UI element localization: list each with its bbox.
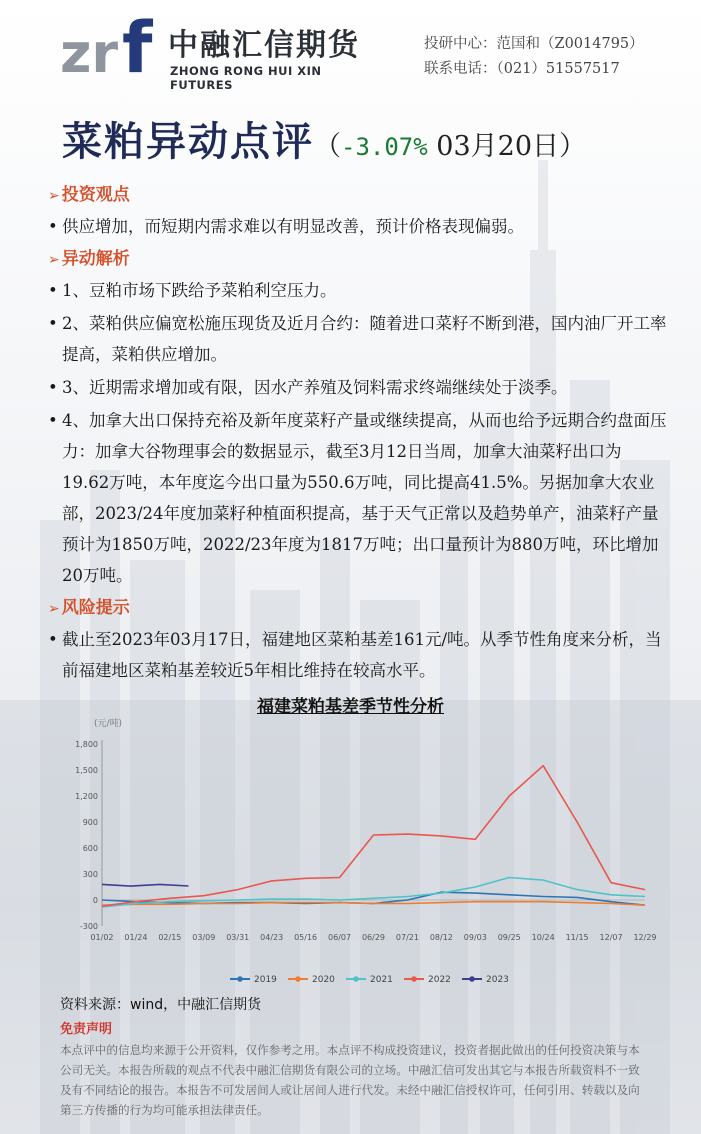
y-axis-unit: (元/吨): [94, 719, 123, 729]
y-tick-label: 600: [82, 844, 98, 853]
arrow-icon: ➢: [48, 252, 60, 268]
title-open: （: [314, 131, 341, 162]
basis-seasonal-chart: [60, 712, 660, 997]
x-tick-label: 11/15: [565, 933, 589, 942]
chart-title: 福建菜粕基差季节性分析: [257, 697, 444, 717]
legend-marker-2020: [295, 976, 301, 982]
y-tick-label: 1,500: [75, 766, 98, 775]
zrf-logo-icon: [60, 10, 170, 82]
section-risk: ➢ 风险提示: [48, 598, 130, 618]
x-tick-label: 04/23: [260, 933, 284, 942]
legend-label-2023: 2023: [486, 975, 509, 985]
analysis-item-2: • 2、菜粕供应偏宽松施压现货及近月合约：随着进口菜籽不断到港，国内油厂开工率提高，菜粕供应增加。: [48, 308, 668, 370]
x-tick-label: 01/02: [90, 933, 114, 942]
analysis-item-1: • 1、豆粕市场下跌给予菜粕利空压力。: [48, 275, 668, 306]
y-tick-label: -300: [79, 922, 98, 931]
report-body: [48, 180, 668, 688]
x-tick-label: 07/21: [395, 933, 419, 942]
x-tick-label: 08/12: [429, 933, 453, 942]
report-date: 03月20日: [427, 131, 559, 162]
y-tick-label: 300: [82, 870, 98, 879]
logo-english-name: ZHONG RONG HUI XIN FUTURES: [170, 64, 322, 92]
legend-marker-2021: [353, 976, 359, 982]
x-tick-label: 03/09: [192, 933, 216, 942]
phone-contact: 联系电话：（021）51557517: [424, 61, 620, 77]
analysis-item-3: • 3、近期需求增加或有限，因水产养殖及饲料需求终端继续处于淡季。: [48, 372, 668, 403]
x-tick-label: 02/15: [158, 933, 182, 942]
disclaimer-heading: 免责声明: [60, 1022, 113, 1037]
x-tick-label: 09/03: [463, 933, 487, 942]
disclaimer-text: 本点评中的信息均来源于公开资料，仅作参考之用。本点评不构成投资建议，投资者据此做出的任何投资决策与本公司无关。本报告所载的观点不代表中融汇信期货有限公司的立场。中融汇信可发出其它与本报告所载资料不一致及有不同结论的报告。本报告不可发居间人或让居间人进行代发。未经中融汇信授权许可，任何引用、转载以及向第三方传播的行为均可能承担法律责任。: [60, 1043, 640, 1117]
company-logo: [60, 10, 380, 92]
legend-label-2020: 2020: [312, 975, 335, 985]
y-tick-label: 0: [92, 896, 98, 905]
x-tick-label: 09/25: [497, 933, 521, 942]
svg-text:zr: zr: [60, 22, 119, 82]
legend-marker-2022: [411, 976, 417, 982]
x-tick-label: 06/29: [361, 933, 386, 942]
report-title: [62, 110, 586, 167]
x-tick-label: 01/24: [124, 933, 148, 942]
x-tick-label: 10/24: [531, 933, 555, 942]
view-item: • 供应增加，而短期内需求难以有明显改善，预计价格表现偏弱。: [48, 211, 668, 242]
arrow-icon: ➢: [48, 188, 60, 204]
svg-text:f: f: [122, 10, 153, 82]
contact-info: [424, 32, 644, 82]
x-tick-label: 03/31: [226, 933, 250, 942]
legend-marker-2019: [237, 976, 243, 982]
section-investment-view: ➢ 投资观点: [48, 185, 130, 205]
section-analysis: ➢ 异动解析: [48, 249, 130, 269]
legend-label-2019: 2019: [254, 975, 277, 985]
x-tick-label: 12/29: [633, 933, 657, 942]
series-line-2023: [102, 884, 189, 886]
x-tick-label: 05/16: [294, 933, 318, 942]
title-main: 菜粕异动点评: [62, 118, 314, 165]
arrow-icon: ➢: [48, 601, 60, 617]
legend-marker-2023: [469, 976, 475, 982]
analysis-item-4: • 4、加拿大出口保持充裕及新年度菜籽产量或继续提高，从而也给予远期合约盘面压力：加拿大谷物理事会的数据显示，截至3月12日当周，加拿大油菜籽出口为19.62万吨，本年度迄今出口量为550.6万吨，同比提高41.5%。另据加拿大农业部，2023/24年度加菜籽种植面积提高，基于天气正常以及趋势单产，油菜籽产量预计为1850万吨，2022/23年度为1817万吨；出口量预计为880万吨，环比增加20万吨。: [48, 405, 668, 591]
risk-item: • 截止至2023年03月17日，福建地区菜粕基差161元/吨。从季节性角度来分析，当前福建地区菜粕基差较近5年相比维持在较高水平。: [48, 624, 668, 686]
data-source: 资料来源：wind，中融汇信期货: [60, 997, 262, 1013]
x-tick-label: 06/07: [328, 933, 352, 942]
price-change: -3.07%: [341, 133, 428, 161]
logo-chinese-name: 中融汇信期货: [168, 28, 360, 63]
y-tick-label: 1,200: [75, 792, 98, 801]
research-contact: 投研中心：范国和（Z0014795）: [424, 36, 644, 52]
x-tick-label: 12/07: [599, 933, 623, 942]
legend-label-2021: 2021: [370, 975, 393, 985]
y-tick-label: 900: [82, 818, 98, 827]
title-close: ）: [559, 131, 586, 162]
y-tick-label: 1,800: [75, 740, 98, 749]
legend-label-2022: 2022: [428, 975, 451, 985]
